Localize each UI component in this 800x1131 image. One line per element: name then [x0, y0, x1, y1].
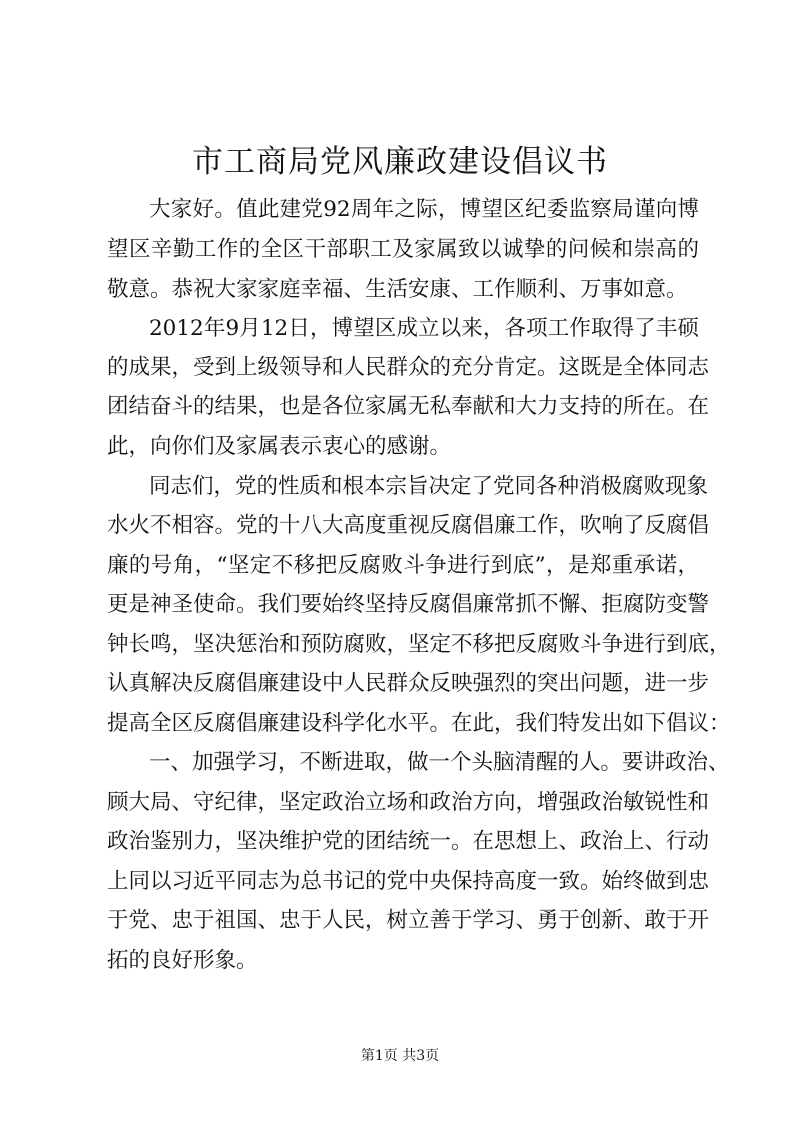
paragraph-3-line-4: 更是神圣使命。我们要始终坚持反腐倡廉常抓不懈、拒腐防变警: [107, 592, 710, 617]
paragraph-1-line-1: 大家好。值此建党92周年之际，博望区纪委监察局谨向博: [149, 197, 699, 222]
paragraph-3-line-3: 廉的号角，“坚定不移把反腐败斗争进行到底”，是郑重承诺，: [107, 553, 699, 578]
paragraph-2-line-4: 此，向你们及家属表示衷心的感谢。: [107, 434, 452, 459]
document-title: 市工商局党风廉政建设倡议书: [192, 144, 608, 180]
page-number-footer: 第1页 共3页: [360, 1048, 440, 1064]
paragraph-2-line-2: 的成果，受到上级领导和人民群众的充分肯定。这既是全体同志: [107, 355, 710, 380]
paragraph-4-line-3: 政治鉴别力，坚决维护党的团结统一。在思想上、政治上、行动: [107, 829, 710, 854]
paragraph-2-line-3: 团结奋斗的结果，也是各位家属无私奉献和大力支持的所在。在: [107, 394, 710, 419]
paragraph-4-line-2: 顾大局、守纪律，坚定政治立场和政治方向，增强政治敏锐性和: [107, 790, 710, 815]
paragraph-3-line-1: 同志们，党的性质和根本宗旨决定了党同各种消极腐败现象: [149, 474, 709, 499]
paragraph-2-line-1: 2012年9月12日，博望区成立以来，各项工作取得了丰硕: [149, 316, 699, 341]
paragraph-3-line-5: 钟长鸣，坚决惩治和预防腐败，坚定不移把反腐败斗争进行到底，: [107, 632, 731, 657]
paragraph-4-line-5: 于党、忠于祖国、忠于人民，树立善于学习、勇于创新、敢于开: [107, 908, 710, 933]
paragraph-1-line-3: 敬意。恭祝大家家庭幸福、生活安康、工作顺利、万事如意。: [107, 277, 688, 302]
paragraph-3-line-7: 提高全区反腐倡廉建设科学化水平。在此，我们特发出如下倡议：: [107, 711, 731, 736]
paragraph-4-line-4: 上同以习近平同志为总书记的党中央保持高度一致。始终做到忠: [107, 869, 710, 894]
paragraph-4-line-1: 一、加强学习，不断进取，做一个头脑清醒的人。要讲政治、: [149, 750, 730, 775]
paragraph-3-line-6: 认真解决反腐倡廉建设中人民群众反映强烈的突出问题，进一步: [107, 671, 710, 696]
paragraph-4-line-6: 拓的良好形象。: [107, 948, 258, 973]
paragraph-3-line-2: 水火不相容。党的十八大高度重视反腐倡廉工作，吹响了反腐倡: [107, 513, 710, 538]
paragraph-1-line-2: 望区辛勤工作的全区干部职工及家属致以诚挚的问候和崇高的: [107, 237, 699, 262]
